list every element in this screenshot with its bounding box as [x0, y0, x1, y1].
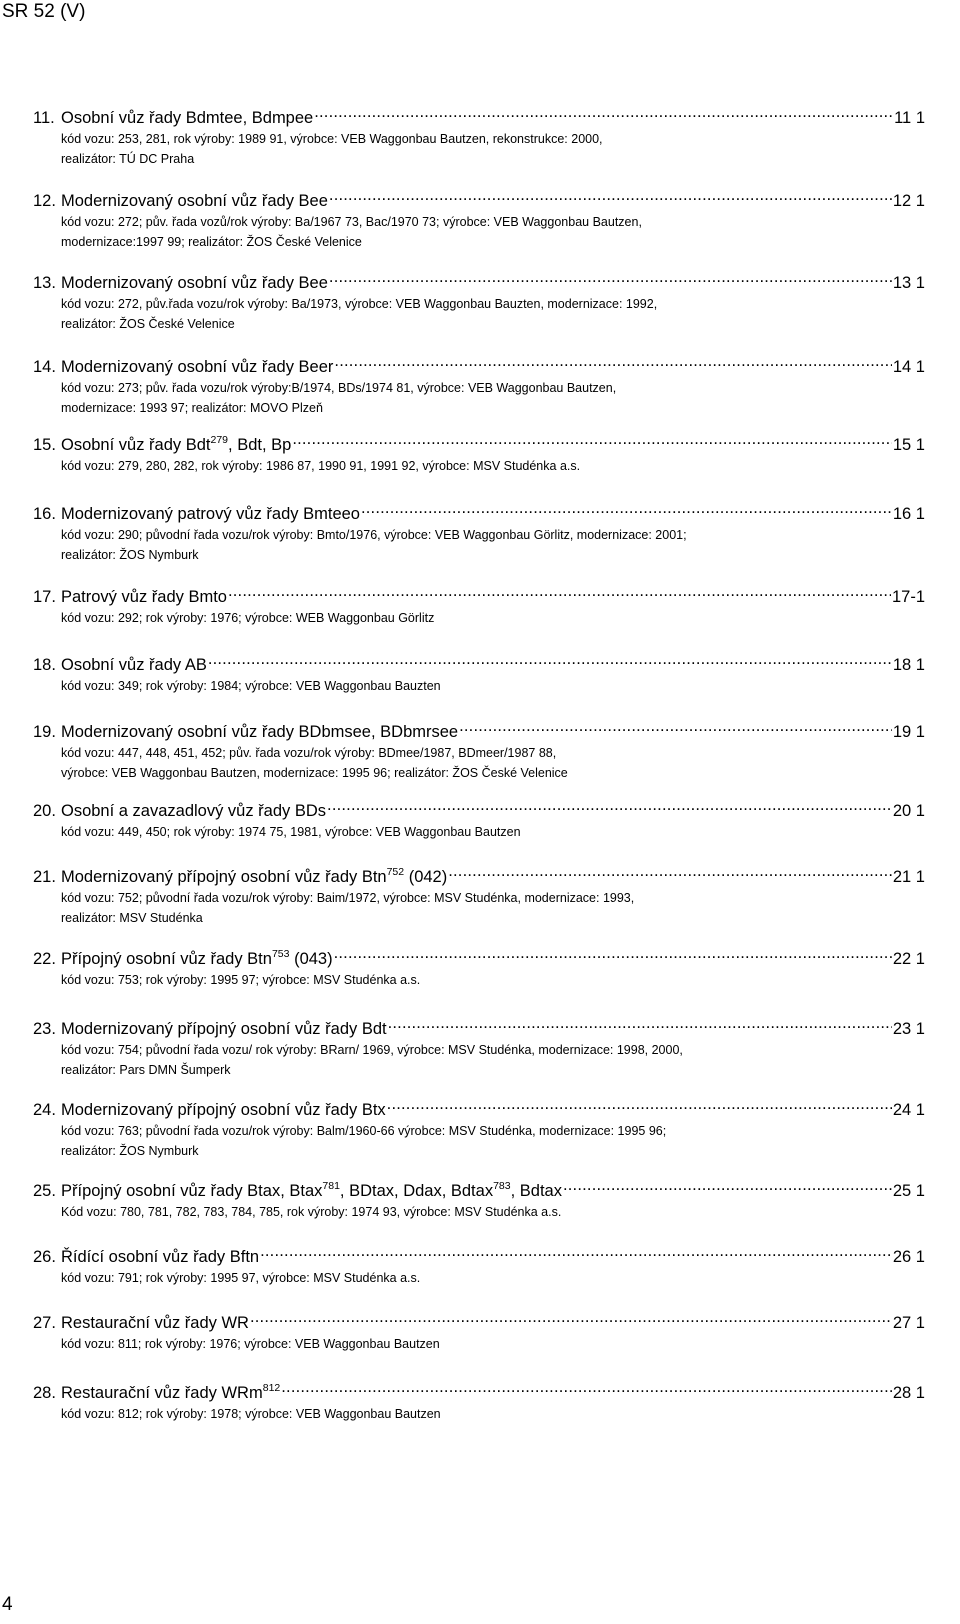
toc-entry-number: 16.	[33, 505, 56, 523]
toc-entry-title: Přípojný osobní vůz řady Btax, Btax$^{781}$, BDtax, Ddax, Bdtax$^{783}$, Bdtax	[61, 1179, 562, 1200]
toc-entry-description: kód vozu: 449, 450; rok výroby: 1974 75, 1981, výrobce: VEB Waggonbau Bautzen	[61, 825, 521, 839]
toc-entry-page: 27 1	[892, 1314, 925, 1332]
toc-entry-description: realizátor: Pars DMN Šumperk	[61, 1063, 231, 1077]
toc-entry-page: 13 1	[892, 274, 925, 292]
toc-entry-page: 25 1	[892, 1182, 925, 1200]
toc-entry-number: 25.	[33, 1182, 56, 1200]
toc-entry-superscript: 781	[322, 1179, 340, 1192]
toc-entry-number: 19.	[33, 723, 56, 741]
page-number: 4	[2, 1594, 13, 1615]
toc-entry[interactable]	[33, 1174, 925, 1222]
toc-entry-title: Osobní vůz řady Bdmtee, Bdmpee	[61, 109, 314, 127]
toc-entry[interactable]	[33, 266, 925, 334]
toc-entry-superscript: 753	[271, 947, 290, 960]
toc-entry-number: 22.	[33, 950, 56, 968]
toc-entry-page: 16 1	[892, 505, 925, 523]
toc-entry-title-line	[33, 1012, 925, 1040]
dot-leader	[327, 794, 892, 816]
toc-entry[interactable]	[33, 794, 925, 842]
toc-entry-number: 11.	[33, 109, 55, 127]
dot-leader	[448, 860, 892, 882]
toc-entry-number: 17.	[33, 588, 56, 606]
toc-entry-title: Restaurační vůz řady WR	[61, 1314, 249, 1332]
toc-entry-page: 11 1	[894, 109, 925, 127]
toc-entry-page: 23 1	[892, 1020, 925, 1038]
toc-entry-title-line	[33, 497, 925, 525]
toc-entry-page: 18 1	[892, 656, 925, 674]
toc-entry-title-line	[33, 1093, 925, 1121]
dot-leader	[459, 715, 892, 737]
toc-entry-description: realizátor: TÚ DC Praha	[61, 152, 195, 166]
toc-entry-description: kód vozu: 753; rok výroby: 1995 97; výrobce: MSV Studénka a.s.	[61, 973, 421, 987]
toc-entry-number: 27.	[33, 1314, 56, 1332]
toc-entry-superscript: 279	[210, 433, 229, 446]
dot-leader	[281, 1376, 892, 1398]
toc-entry[interactable]	[33, 580, 925, 628]
document-header: SR 52 (V)	[2, 1, 86, 22]
toc-entry-description: kód vozu: 812; rok výroby: 1978; výrobce: VEB Waggonbau Bautzen	[61, 1407, 441, 1421]
toc-entry-number: 18.	[33, 656, 56, 674]
toc-entry[interactable]	[33, 1240, 925, 1288]
toc-entry-title: Modernizovaný přípojný osobní vůz řady Bdt	[61, 1020, 387, 1038]
toc-entry-title: Modernizovaný osobní vůz řady Bee	[61, 192, 328, 210]
dot-leader	[208, 648, 892, 670]
toc-entry-title-line	[33, 101, 925, 129]
toc-entry-description: kód vozu: 290; původní řada vozu/rok výroby: Bmto/1976, výrobce: VEB Waggonbau Görlitz, modernizace: 2001;	[61, 528, 687, 542]
toc-entry-description: modernizace: 1993 97; realizátor: MOVO Plzeň	[61, 401, 323, 415]
toc-entry-title: Modernizovaný osobní vůz řady Beer	[61, 358, 334, 376]
toc-entry-title: Přípojný osobní vůz řady Btn$^{753}$ (043)	[61, 947, 333, 968]
toc-entry-number: 12.	[33, 192, 56, 210]
toc-entry[interactable]	[33, 1093, 925, 1161]
toc-entry[interactable]	[33, 860, 925, 928]
toc-entry-page: 14 1	[892, 358, 925, 376]
toc-entry[interactable]	[33, 497, 925, 565]
toc-entry[interactable]	[33, 1376, 925, 1424]
toc-entry-superscript: 783	[493, 1179, 511, 1192]
toc-entry-title-line	[33, 428, 925, 456]
toc-entry-page: 26 1	[892, 1248, 925, 1266]
toc-entry-page: 22 1	[892, 950, 925, 968]
toc-entry-number: 20.	[33, 802, 56, 820]
toc-entry-number: 28.	[33, 1384, 56, 1402]
dot-leader	[563, 1174, 892, 1196]
toc-entry-page: 19 1	[892, 723, 925, 741]
toc-entry-title-line	[33, 580, 925, 608]
toc-entry-page: 12 1	[892, 192, 925, 210]
toc-entry[interactable]	[33, 428, 925, 476]
toc-entry-title: Modernizovaný osobní vůz řady BDbmsee, BDbmrsee	[61, 723, 459, 741]
toc-entry-title-line	[33, 1306, 925, 1334]
toc-entry-description: realizátor: ŽOS Nymburk	[61, 1144, 199, 1158]
toc-entry-description: kód vozu: 752; původní řada vozu/rok výroby: Baim/1972, výrobce: MSV Studénka, modernizace: 1993,	[61, 891, 635, 905]
toc-entry-description: kód vozu: 272, pův.řada vozu/rok výroby: Ba/1973, výrobce: VEB Waggonbau Bauzten, modernizace: 1992,	[61, 297, 658, 311]
toc-entry-title-line	[33, 942, 925, 970]
dot-leader	[228, 580, 891, 602]
toc-entry-description: kód vozu: 811; rok výroby: 1976; výrobce: VEB Waggonbau Bautzen	[61, 1337, 440, 1351]
toc-entry-title: Modernizovaný přípojný osobní vůz řady Btx	[61, 1101, 386, 1119]
toc-entry-description: kód vozu: 253, 281, rok výroby: 1989 91, výrobce: VEB Waggonbau Bautzen, rekonstrukce: 2000,	[61, 132, 603, 146]
toc-entry[interactable]	[33, 942, 925, 990]
toc-entry-number: 13.	[33, 274, 56, 292]
toc-entry-description: kód vozu: 447, 448, 451, 452; pův. řada vozu/rok výroby: BDmee/1987, BDmeer/1987 88,	[61, 746, 557, 760]
dot-leader	[329, 266, 892, 288]
toc-entry-page: 21 1	[892, 868, 925, 886]
toc-entry-title: Restaurační vůz řady WRm$^{812}$	[61, 1381, 281, 1402]
toc-entry-number: 21.	[33, 868, 56, 886]
toc-entry-title-line	[33, 860, 925, 888]
toc-entry-title-line	[33, 794, 925, 822]
toc-entry-title-line	[33, 1376, 925, 1404]
toc-entry-title-line	[33, 184, 925, 212]
toc-entry[interactable]	[33, 1012, 925, 1080]
toc-entry-title: Řídící osobní vůz řady Bftn	[61, 1248, 260, 1266]
toc-entry-description: kód vozu: 292; rok výroby: 1976; výrobce: WEB Waggonbau Görlitz	[61, 611, 435, 625]
toc-entry-title-line	[33, 350, 925, 378]
toc-entry-description: kód vozu: 273; pův. řada vozu/rok výroby:B/1974, BDs/1974 81, výrobce: VEB Waggonbau Bautzen,	[61, 381, 617, 395]
toc-entry[interactable]	[33, 715, 925, 783]
toc-entry-title: Osobní vůz řady AB	[61, 656, 207, 674]
toc-entry-title: Osobní a zavazadlový vůz řady BDs	[61, 802, 327, 820]
toc-entry-description: modernizace:1997 99; realizátor: ŽOS České Velenice	[61, 235, 362, 249]
toc-entry[interactable]	[33, 101, 925, 169]
toc-entry-description: kód vozu: 754; původní řada vozu/ rok výroby: BRarn/ 1969, výrobce: MSV Studénka, modernizace: 1998, 2000,	[61, 1043, 683, 1057]
toc-entry-number: 23.	[33, 1020, 56, 1038]
dot-leader	[314, 101, 893, 123]
dot-leader	[387, 1093, 892, 1115]
toc-entry-title-line	[33, 1240, 925, 1268]
toc-entry-description: realizátor: ŽOS České Velenice	[61, 317, 235, 331]
toc-entry-description: Kód vozu: 780, 781, 782, 783, 784, 785, rok výroby: 1974 93, výrobce: MSV Studénka a.s.	[61, 1205, 562, 1219]
toc-entry-number: 14.	[33, 358, 56, 376]
toc-entry-page: 24 1	[892, 1101, 925, 1119]
toc-entry-description: kód vozu: 791; rok výroby: 1995 97, výrobce: MSV Studénka a.s.	[61, 1271, 421, 1285]
toc-entry-superscript: 752	[386, 865, 405, 878]
dot-leader	[250, 1306, 892, 1328]
toc-entry[interactable]	[33, 184, 925, 252]
dot-leader	[334, 350, 891, 372]
toc-entry[interactable]	[33, 350, 925, 418]
toc-entry-superscript: 812	[262, 1381, 281, 1394]
dot-leader	[260, 1240, 892, 1262]
toc-entry-page: 17-1	[891, 588, 925, 606]
toc-entry-page: 15 1	[892, 436, 925, 454]
dot-leader	[329, 184, 892, 206]
toc-entry-number: 26.	[33, 1248, 56, 1266]
toc-entry-description: kód vozu: 349; rok výroby: 1984; výrobce: VEB Waggonbau Bauzten	[61, 679, 441, 693]
toc-entry-description: realizátor: ŽOS Nymburk	[61, 548, 199, 562]
toc-entry-title: Patrový vůz řady Bmto	[61, 588, 227, 606]
toc-entry-description: kód vozu: 763; původní řada vozu/rok výroby: Balm/1960-66 výrobce: MSV Studénka, modernizace: 1995 96;	[61, 1124, 667, 1138]
toc-entry-number: 24.	[33, 1101, 56, 1119]
toc-entry-title-line	[33, 266, 925, 294]
dot-leader	[334, 942, 892, 964]
toc-entry-title-line	[33, 648, 925, 676]
toc-entry-page: 28 1	[892, 1384, 925, 1402]
toc-entry[interactable]	[33, 648, 925, 696]
toc-entry-title: Modernizovaný osobní vůz řady Bee	[61, 274, 328, 292]
dot-leader	[361, 497, 892, 519]
toc-entry-description: kód vozu: 272; pův. řada vozů/rok výroby: Ba/1967 73, Bac/1970 73; výrobce: VEB Waggonbau Bautzen,	[61, 215, 642, 229]
toc-entry-description: výrobce: VEB Waggonbau Bautzen, modernizace: 1995 96; realizátor: ŽOS České Velenice	[61, 766, 568, 780]
toc-entry-number: 15.	[33, 436, 56, 454]
dot-leader	[388, 1012, 892, 1034]
toc-entry-title-line	[33, 715, 925, 743]
toc-entry-description: kód vozu: 279, 280, 282, rok výroby: 1986 87, 1990 91, 1991 92, výrobce: MSV Studénka a.s.	[61, 459, 581, 473]
toc-entry-description: realizátor: MSV Studénka	[61, 911, 203, 925]
toc-entry-title: Modernizovaný patrový vůz řady Bmteeo	[61, 505, 360, 523]
toc-entry-title: Osobní vůz řady Bdt$^{279}$, Bdt, Bp	[61, 433, 292, 454]
toc-entry-title-line	[33, 1174, 925, 1202]
toc-entry-title: Modernizovaný přípojný osobní vůz řady Btn$^{752}$ (042)	[61, 865, 448, 886]
dot-leader	[292, 428, 892, 450]
toc-entry-page: 20 1	[892, 802, 925, 820]
toc-entry[interactable]	[33, 1306, 925, 1354]
